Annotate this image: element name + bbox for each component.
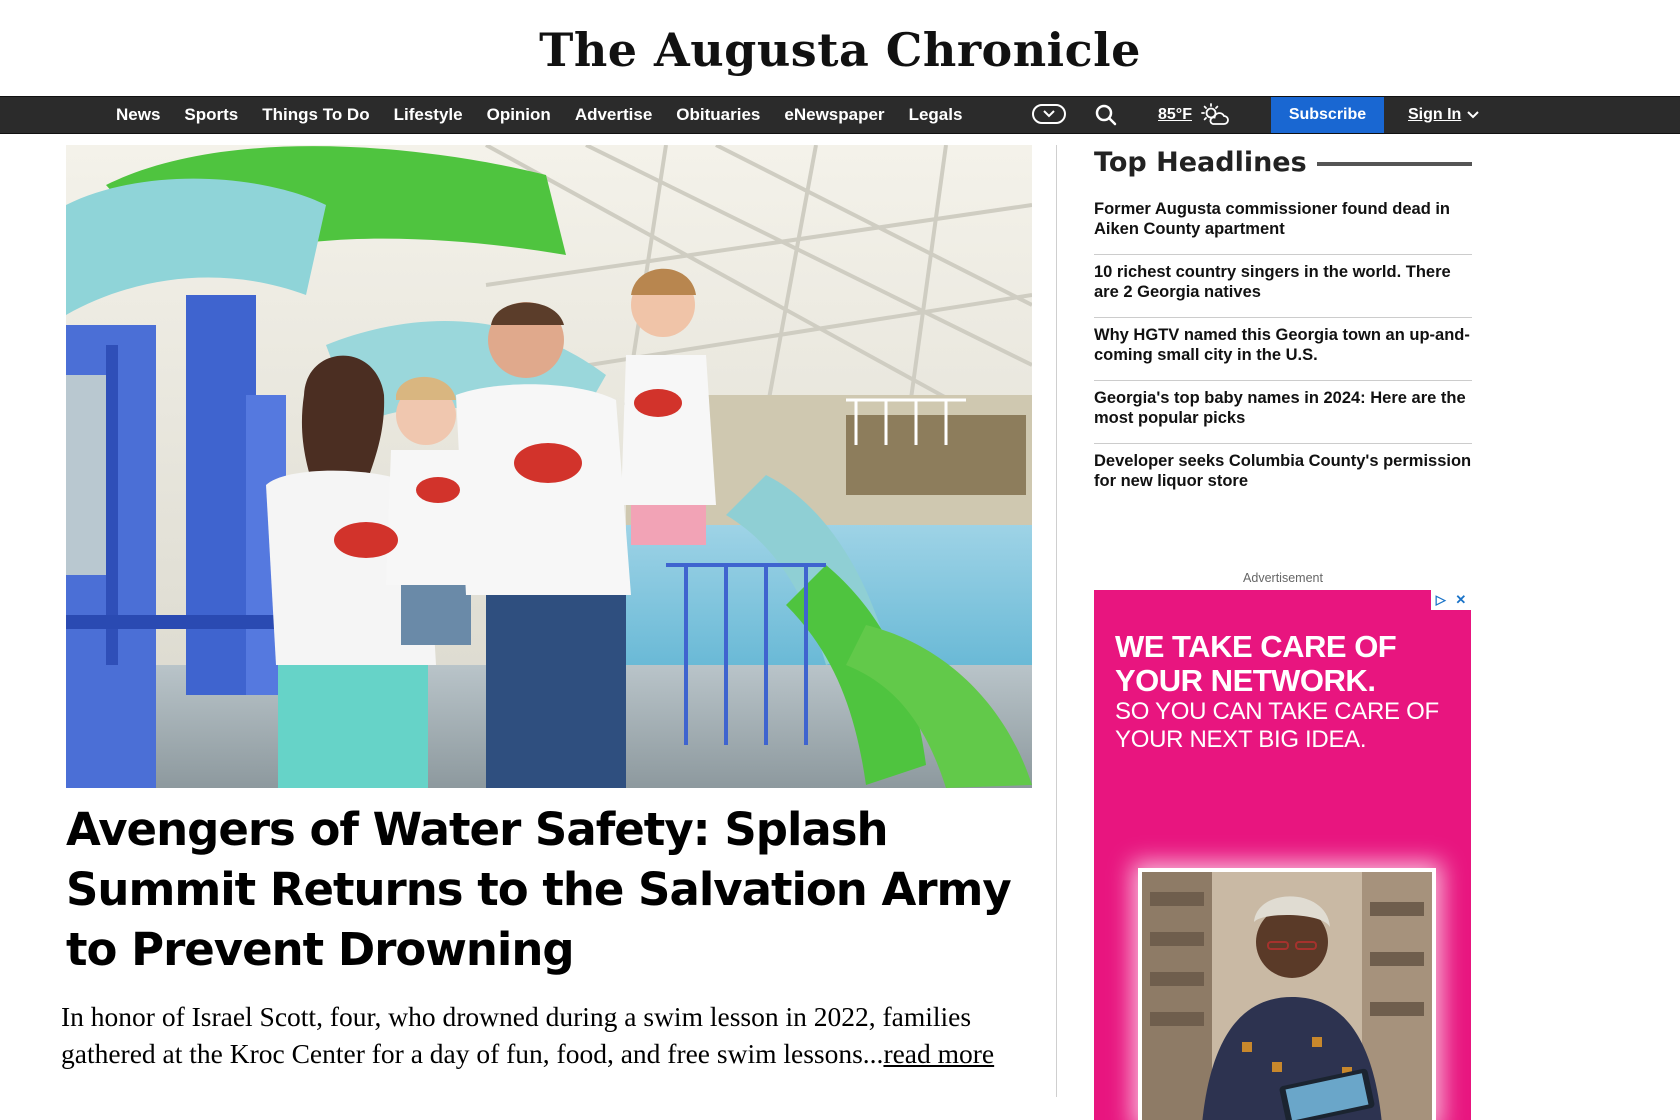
- weather-widget[interactable]: [1158, 97, 1230, 133]
- nav-item-opinion[interactable]: Opinion: [486, 105, 551, 124]
- ad-photo-art: [1142, 872, 1432, 1120]
- chevron-down-icon: [1467, 111, 1479, 119]
- article-summary-text: In honor of Israel Scott, four, who drowned during a swim lesson in 2022, families gathered at the Kroc Center for a day of fun, food, and free swim lessons...: [61, 1001, 972, 1069]
- ad-photo: [1138, 868, 1436, 1120]
- ad-headline: WE TAKE CARE OF YOUR NETWORK.: [1115, 629, 1397, 698]
- search-icon: [1094, 103, 1118, 127]
- nav-item-legals[interactable]: Legals: [908, 105, 963, 124]
- nav-menu: [116, 97, 986, 133]
- article-summary: [61, 998, 1051, 1072]
- nav-item-obituaries[interactable]: Obituaries: [676, 105, 761, 124]
- article-hero-image[interactable]: [66, 145, 1032, 788]
- more-menu-button[interactable]: [1032, 104, 1066, 124]
- top-headlines-heading: [1094, 144, 1472, 180]
- read-more-link[interactable]: read more: [883, 1038, 995, 1069]
- site-logo[interactable]: The Augusta Chronicle: [539, 23, 1141, 77]
- nav-item-enewspaper[interactable]: eNewspaper: [784, 105, 885, 124]
- sign-in-button[interactable]: [1408, 97, 1479, 133]
- chevron-down-icon: [1043, 110, 1055, 118]
- hero-photo: [66, 145, 1032, 788]
- close-icon[interactable]: ✕: [1455, 592, 1467, 607]
- headline-item[interactable]: Former Augusta commissioner found dead in Aiken County apartment: [1094, 192, 1472, 255]
- headline-item[interactable]: Developer seeks Columbia County's permission for new liquor store: [1094, 452, 1472, 490]
- top-headlines-list: [1094, 192, 1472, 507]
- heading-rule: [1317, 162, 1472, 166]
- masthead: [0, 0, 1680, 96]
- headline-item[interactable]: Georgia's top baby names in 2024: Here are the most popular picks: [1094, 381, 1472, 444]
- main-nav: [0, 96, 1680, 134]
- column-divider: [1056, 145, 1057, 1097]
- advertisement-banner[interactable]: [1094, 590, 1471, 1120]
- ad-subheadline: SO YOU CAN TAKE CARE OF YOUR NEXT BIG IDEA.: [1115, 698, 1439, 753]
- search-button[interactable]: [1094, 103, 1118, 127]
- top-headlines-title: Top Headlines: [1094, 146, 1307, 178]
- nav-item-advertise[interactable]: Advertise: [574, 105, 653, 124]
- weather-temperature: 85°F: [1158, 106, 1192, 123]
- nav-item-news[interactable]: News: [116, 105, 161, 124]
- ad-controls: [1431, 590, 1471, 610]
- nav-item-lifestyle[interactable]: Lifestyle: [393, 105, 463, 124]
- subscribe-button[interactable]: Subscribe: [1271, 97, 1384, 133]
- nav-item-sports[interactable]: Sports: [184, 105, 239, 124]
- article-headline[interactable]: Avengers of Water Safety: Splash Summit Returns to the Salvation Army to Prevent Drowning: [66, 803, 1011, 976]
- sign-in-label: Sign In: [1408, 106, 1462, 123]
- partly-sunny-icon: [1200, 103, 1230, 127]
- advertisement-label: Advertisement: [1243, 571, 1323, 585]
- adchoices-icon[interactable]: ▷: [1435, 592, 1446, 607]
- nav-item-things-to-do[interactable]: Things To Do: [262, 105, 370, 124]
- headline-item[interactable]: Why HGTV named this Georgia town an up-and-coming small city in the U.S.: [1094, 318, 1472, 381]
- headline-item[interactable]: 10 richest country singers in the world. There are 2 Georgia natives: [1094, 255, 1472, 318]
